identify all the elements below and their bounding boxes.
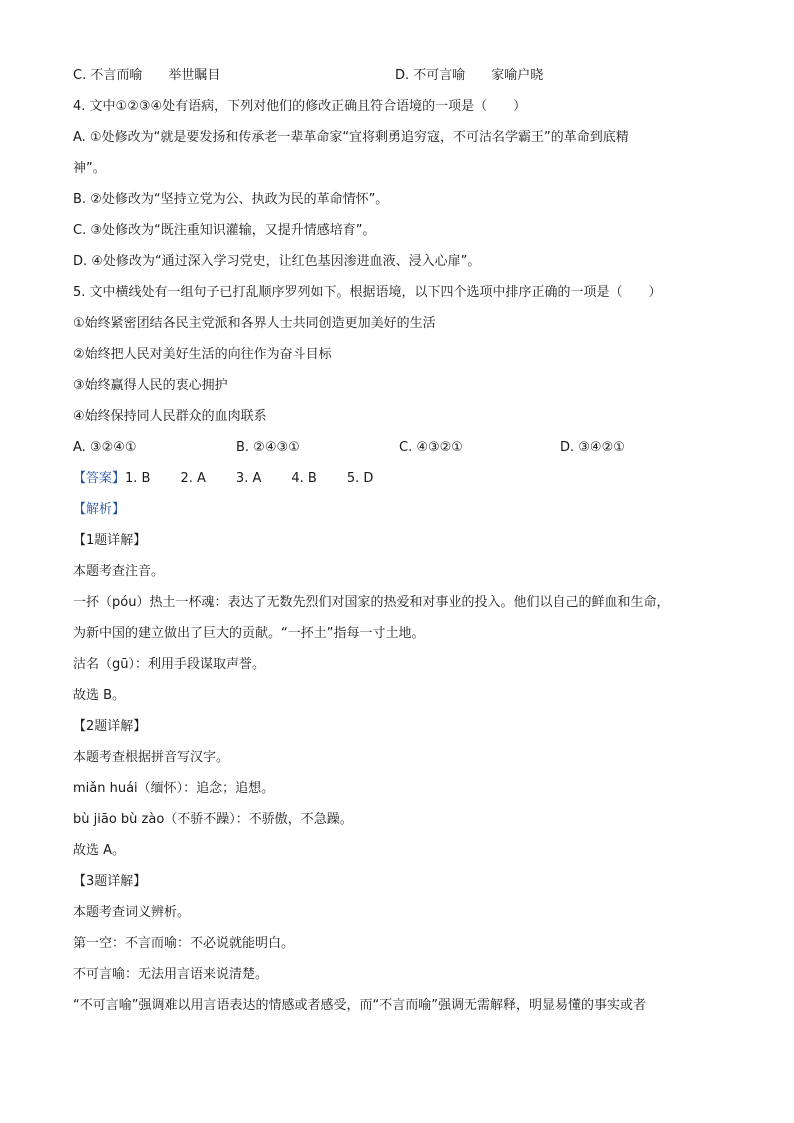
- q5-sentence-4: ④始终保持同人民群众的血肉联系: [73, 409, 267, 424]
- answer-item-3: 3. A: [235, 471, 262, 486]
- q4-stem: 4. 文中①②③④处有语病，下列对他们的修改正确且符合语境的一项是（ ）: [73, 99, 527, 114]
- q1-detail-line2: 一抔（póu）热土一杯魂：表达了无数先烈们对国家的热爱和对事业的投入。他们以自己的鲜血和生命，: [73, 595, 670, 610]
- q4-option-a-line2: 神”。: [73, 161, 106, 176]
- option-d-word1: D. 不可言喻: [395, 68, 466, 83]
- q3-detail-line4: “不可言喻”强调难以用言语表达的情感或者感受，而“不言而喻”强调无需解释，明显易懂的事实或者: [73, 998, 646, 1013]
- q3-detail-line1: 本题考查词义辨析。: [73, 905, 191, 920]
- option-d-word2: 家喻户晓: [491, 68, 544, 83]
- answer-tag: 【答案】: [73, 471, 126, 486]
- q2-detail-line3: bù jiāo bù zào（不骄不躁）：不骄傲，不急躁。: [73, 812, 353, 827]
- q5-sentence-1: ①始终紧密团结各民主党派和各界人士共同创造更加美好的生活: [73, 316, 436, 331]
- option-d: [395, 66, 543, 86]
- q4-option-b: B. ②处修改为“坚持立党为公、执政为民的革命情怀”。: [73, 192, 389, 207]
- q4-option-d: D. ④处修改为“通过深入学习党史，让红色基因渗进血液、浸入心扉”。: [73, 254, 481, 269]
- q1-detail-line1: 本题考查注音。: [73, 564, 165, 579]
- q2-detail-line1: 本题考查根据拼音写汉字。: [73, 750, 230, 765]
- q5-sentence-2: ②始终把人民对美好生活的向往作为奋斗目标: [73, 347, 332, 362]
- q1-detail-heading: 【1题详解】: [73, 533, 147, 548]
- answer-row: [73, 469, 733, 500]
- option-c-word1: C. 不言而喻: [73, 68, 143, 83]
- q1-detail-line3: 为新中国的建立做出了巨大的贡献。“一抔土”指每一寸土地。: [73, 626, 425, 641]
- q5-option-a: A. ③②④①: [73, 440, 137, 455]
- q2-detail-line2: miǎn huái（缅怀）：追念；追想。: [73, 781, 275, 796]
- answer-item-2: 2. A: [180, 471, 206, 486]
- q5-option-d: D. ③④②①: [560, 440, 625, 455]
- q4-option-a-line1: A. ①处修改为“就是要发扬和传承老一辈革命家“宜将剩勇追穷寇，不可沽名学霸王”的革命到底精: [73, 130, 629, 145]
- q5-option-b: B. ②④③①: [236, 440, 300, 455]
- q5-sentence-3: ③始终赢得人民的衷心拥护: [73, 378, 228, 393]
- q4-option-c: C. ③处修改为“既注重知识灌输，又提升情感培育”。: [73, 223, 376, 238]
- answer-item-5: 5. D: [346, 471, 374, 486]
- answer-item-1: 1. B: [125, 471, 151, 486]
- q2-detail-heading: 【2题详解】: [73, 719, 147, 734]
- q5-options: [73, 438, 733, 469]
- q1-detail-line5: 故选 B。: [73, 688, 126, 703]
- document-page: [73, 66, 733, 1027]
- answer-item-4: 4. B: [291, 471, 317, 486]
- q3-detail-line3: 不可言喻：无法用言语来说清楚。: [73, 967, 269, 982]
- q2-detail-line4: 故选 A。: [73, 843, 126, 858]
- analysis-tag: 【解析】: [73, 502, 126, 517]
- q3-detail-line2: 第一空：不言而喻：不必说就能明白。: [73, 936, 295, 951]
- q5-stem: 5. 文中横线处有一组句子已打乱顺序罗列如下。根据语境，以下四个选项中排序正确的一项是（ ）: [73, 285, 662, 300]
- option-c-word2: 举世瞩目: [168, 68, 221, 83]
- q1-detail-line4: 沽名（gū）：利用手段谋取声誉。: [73, 657, 265, 672]
- q3-detail-heading: 【3题详解】: [73, 874, 147, 889]
- q3-options-cd: [73, 66, 733, 97]
- option-c: [73, 66, 395, 86]
- q5-option-c: C. ④③②①: [399, 440, 463, 455]
